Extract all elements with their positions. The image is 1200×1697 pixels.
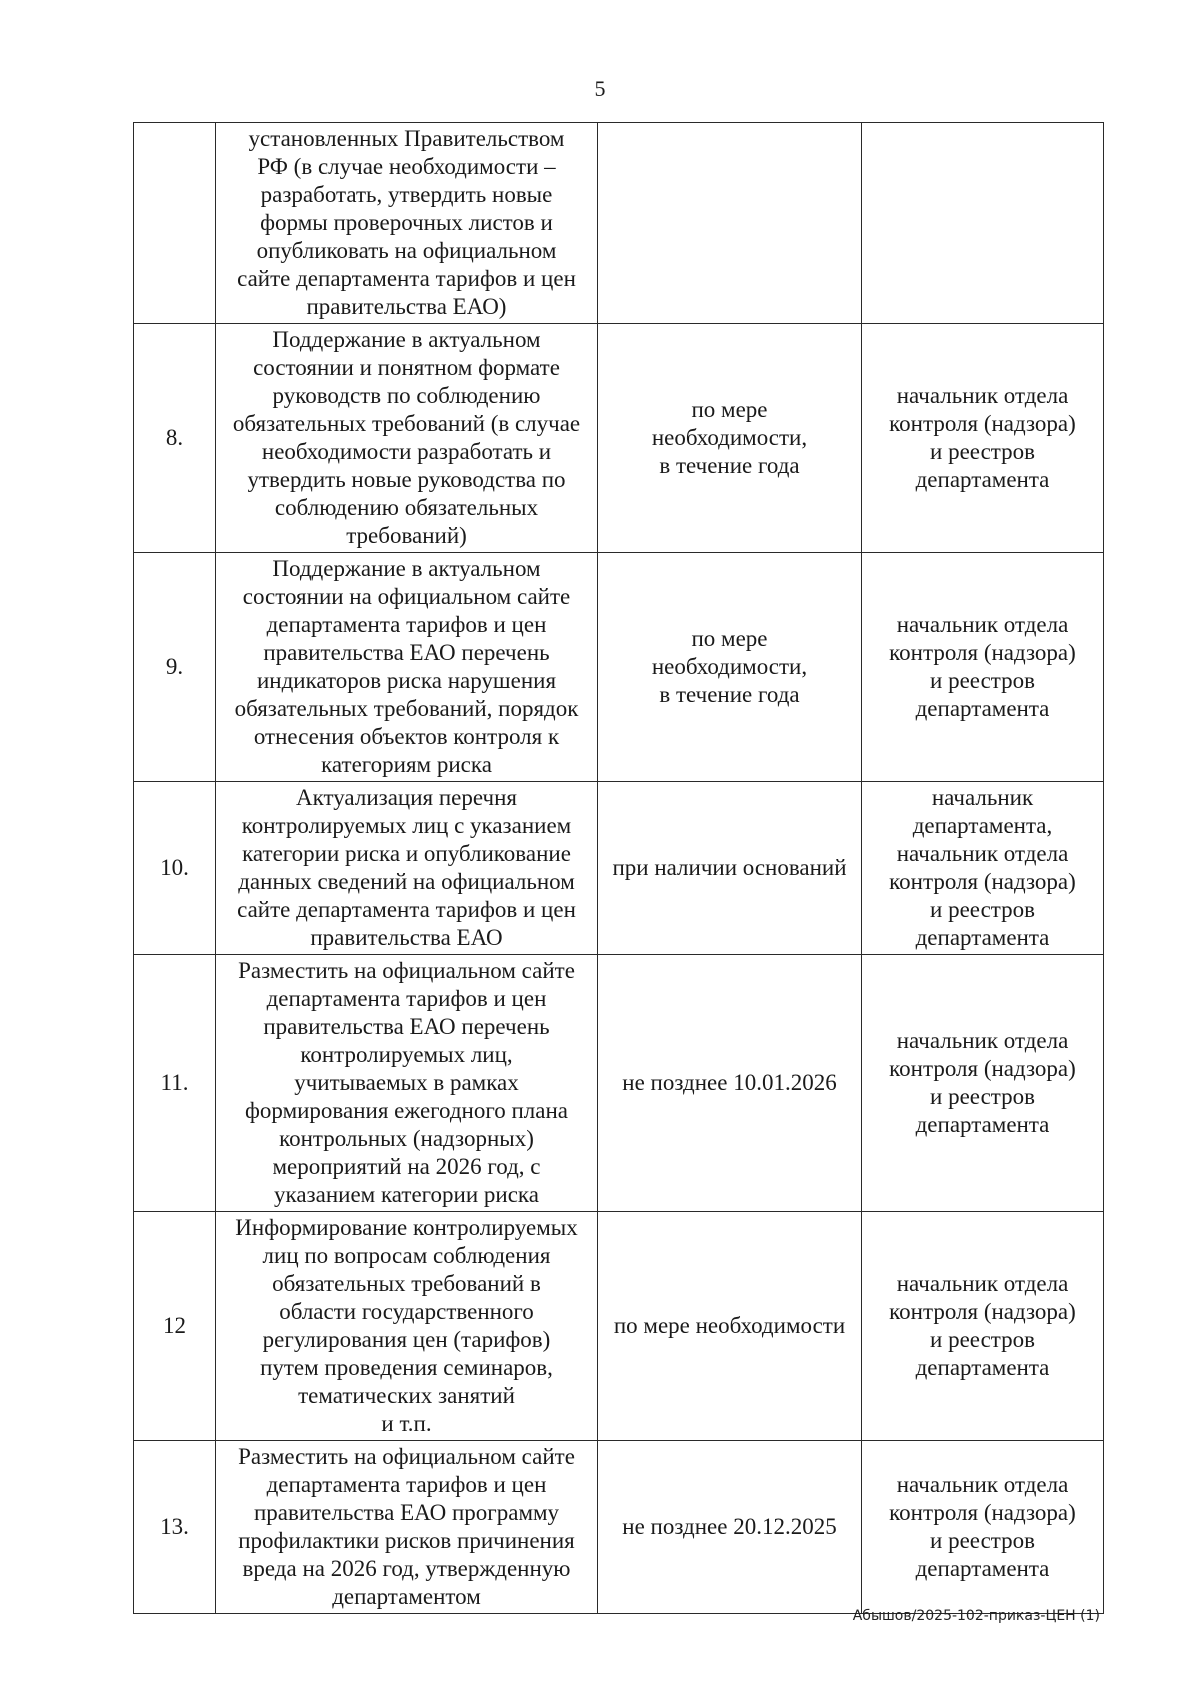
activity-cell: Разместить на официальном сайте департамента тарифов и цен правительства ЕАО программу профилактики рисков причинения вреда на 2026 год, утвержденную департаментом bbox=[216, 1441, 598, 1614]
responsible-cell: начальник отдела контроля (надзора) и реестров департамента bbox=[862, 324, 1104, 553]
row-number: 8. bbox=[134, 324, 216, 553]
table-row bbox=[134, 782, 1104, 955]
activity-cell: Информирование контролируемых лиц по вопросам соблюдения обязательных требований в области государственного регулирования цен (тарифов) путем проведения семинаров, тематических занятий и т.п. bbox=[216, 1212, 598, 1441]
responsible-cell bbox=[862, 123, 1104, 324]
activity-cell: Актуализация перечня контролируемых лиц с указанием категории риска и опубликование данных сведений на официальном сайте департамента тарифов и цен правительства ЕАО bbox=[216, 782, 598, 955]
row-number bbox=[134, 123, 216, 324]
row-number: 12 bbox=[134, 1212, 216, 1441]
term-cell: по мере необходимости bbox=[598, 1212, 862, 1441]
term-cell: при наличии оснований bbox=[598, 782, 862, 955]
activity-cell: Разместить на официальном сайте департамента тарифов и цен правительства ЕАО перечень контролируемых лиц, учитываемых в рамках формирования ежегодного плана контрольных (надзорных) мероприятий на 2026 год, с указанием категории риска bbox=[216, 955, 598, 1212]
term-cell bbox=[598, 123, 862, 324]
term-cell: не позднее 10.01.2026 bbox=[598, 955, 862, 1212]
term-cell: по мере необходимости, в течение года bbox=[598, 553, 862, 782]
row-number: 9. bbox=[134, 553, 216, 782]
activity-cell: Поддержание в актуальном состоянии на официальном сайте департамента тарифов и цен правительства ЕАО перечень индикаторов риска нарушения обязательных требований, порядок отнесения объектов контроля к категориям риска bbox=[216, 553, 598, 782]
table-row bbox=[134, 553, 1104, 782]
responsible-cell: начальник отдела контроля (надзора) и реестров департамента bbox=[862, 1212, 1104, 1441]
table-row bbox=[134, 1441, 1104, 1614]
page-number: 5 bbox=[594, 76, 606, 101]
table-row bbox=[134, 1212, 1104, 1441]
responsible-cell: начальник отдела контроля (надзора) и реестров департамента bbox=[862, 955, 1104, 1212]
row-number: 13. bbox=[134, 1441, 216, 1614]
table-row bbox=[134, 123, 1104, 324]
responsible-cell: начальник отдела контроля (надзора) и реестров департамента bbox=[862, 553, 1104, 782]
row-number: 11. bbox=[134, 955, 216, 1212]
activity-cell: Поддержание в актуальном состоянии и понятном формате руководств по соблюдению обязательных требований (в случае необходимости разработать и утвердить новые руководства по соблюдению обязательных требований) bbox=[216, 324, 598, 553]
term-cell: по мере необходимости, в течение года bbox=[598, 324, 862, 553]
activity-cell: установленных Правительством РФ (в случае необходимости – разработать, утвердить новые формы проверочных листов и опубликовать на официальном сайте департамента тарифов и цен правительства ЕАО) bbox=[216, 123, 598, 324]
responsible-cell: начальник отдела контроля (надзора) и реестров департамента bbox=[862, 1441, 1104, 1614]
responsible-cell: начальник департамента, начальник отдела контроля (надзора) и реестров департамента bbox=[862, 782, 1104, 955]
table-row bbox=[134, 955, 1104, 1212]
table-row bbox=[134, 324, 1104, 553]
term-cell: не позднее 20.12.2025 bbox=[598, 1441, 862, 1614]
document-reference: Абышов/2025-102-приказ-ЦЕН (1) bbox=[852, 1608, 1100, 1624]
activities-table bbox=[133, 122, 1104, 1614]
row-number: 10. bbox=[134, 782, 216, 955]
